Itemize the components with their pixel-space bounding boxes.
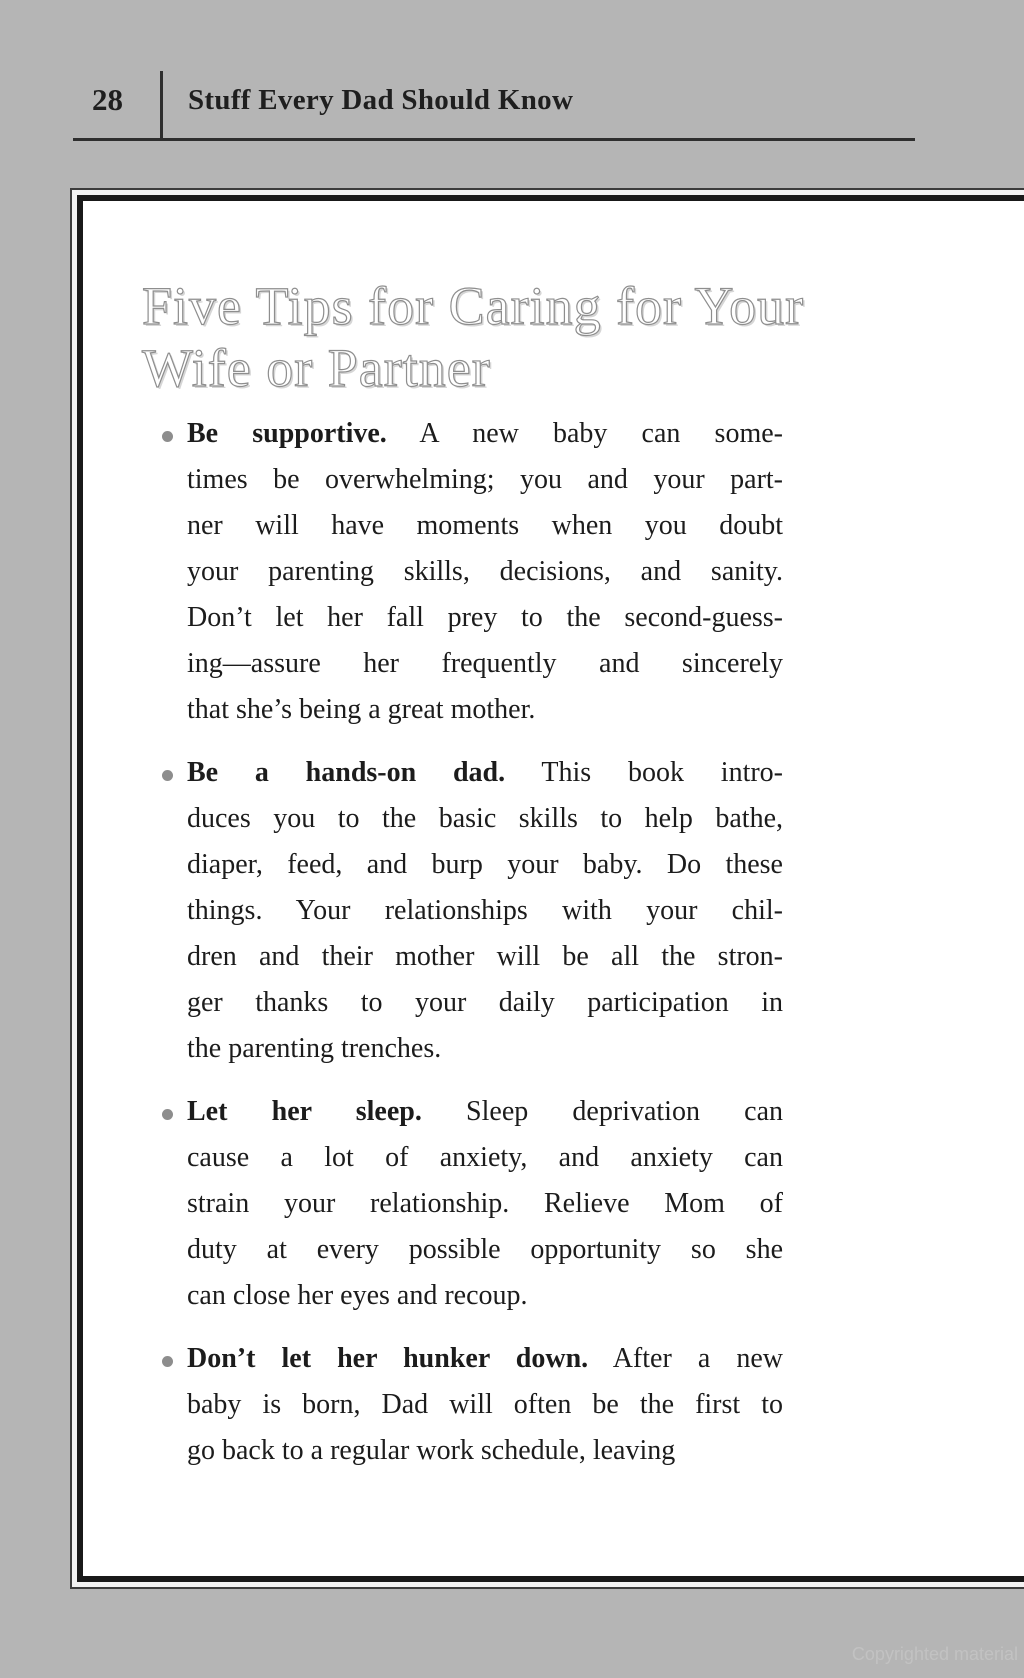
- tip-text: [187, 1089, 783, 1319]
- header-divider-line: [160, 71, 163, 140]
- tip-text-line: the parenting trenches.: [187, 1033, 442, 1064]
- bullet-icon: [162, 1356, 173, 1367]
- tip-text-line: things. Your relationships with your chil-: [187, 895, 783, 926]
- section-title-line2: Wife or Partner: [142, 338, 491, 398]
- tip-text-line: ner will have moments when you doubt: [187, 510, 783, 541]
- tip-item: [162, 411, 1024, 733]
- tip-text: [187, 411, 783, 733]
- bullet-icon: [162, 770, 173, 781]
- tip-text-line: ger thanks to your daily participation in: [187, 987, 783, 1018]
- tip-text-line: baby is born, Dad will often be the first to: [187, 1389, 783, 1420]
- tip-text-line: times be overwhelming; you and your part-: [187, 464, 783, 495]
- tip-lead-in: Be a hands-on dad.: [187, 757, 506, 788]
- tip-text-line: Be supportive. A new baby can some-: [187, 418, 783, 449]
- section-title: [142, 275, 1024, 399]
- page-number: 28: [92, 82, 123, 117]
- copyright-watermark: Copyrighted material: [851, 1644, 1018, 1664]
- tip-text-line: diaper, feed, and burp your baby. Do these: [187, 849, 783, 880]
- tip-text-line: cause a lot of anxiety, and anxiety can: [187, 1142, 783, 1173]
- tip-lead-in: Be supportive.: [187, 418, 387, 449]
- tip-item: [162, 1336, 1024, 1474]
- book-title: Stuff Every Dad Should Know: [188, 84, 574, 116]
- tip-text-line: duty at every possible opportunity so she: [187, 1234, 783, 1265]
- tip-item: [162, 1089, 1024, 1319]
- tip-text-line: Be a hands-on dad. This book intro-: [187, 757, 783, 788]
- content-frame-inner: [77, 195, 1024, 1582]
- tip-text-line: duces you to the basic skills to help bathe,: [187, 803, 783, 834]
- tip-text: [187, 750, 783, 1072]
- section-title-line1: Five Tips for Caring for Your: [142, 276, 805, 336]
- tip-text-line: your parenting skills, decisions, and sanity.: [187, 556, 783, 587]
- tip-text-line: go back to a regular work schedule, leaving: [187, 1435, 676, 1466]
- bullet-icon: [162, 1109, 173, 1120]
- running-header: [0, 0, 1024, 140]
- tip-lead-in: Don’t let her hunker down.: [187, 1343, 589, 1374]
- tip-text: [187, 1336, 783, 1474]
- tip-text-line: Let her sleep. Sleep deprivation can: [187, 1096, 783, 1127]
- tip-text-line: can close her eyes and recoup.: [187, 1280, 528, 1311]
- bullet-icon: [162, 431, 173, 442]
- content-frame: [70, 188, 1024, 1589]
- header-rule-line: [73, 138, 915, 141]
- tip-text-line: that she’s being a great mother.: [187, 694, 536, 725]
- tip-text-line: dren and their mother will be all the stron-: [187, 941, 783, 972]
- tip-item: [162, 750, 1024, 1072]
- tip-text-line: Don’t let her hunker down. After a new: [187, 1343, 784, 1374]
- tip-text-line: Don’t let her fall prey to the second-guess-: [187, 602, 783, 633]
- tip-text-line: strain your relationship. Relieve Mom of: [187, 1188, 783, 1219]
- tips-list: [142, 411, 1024, 1474]
- tip-lead-in: Let her sleep.: [187, 1096, 422, 1127]
- tip-text-line: ing—assure her frequently and sincerely: [187, 648, 783, 679]
